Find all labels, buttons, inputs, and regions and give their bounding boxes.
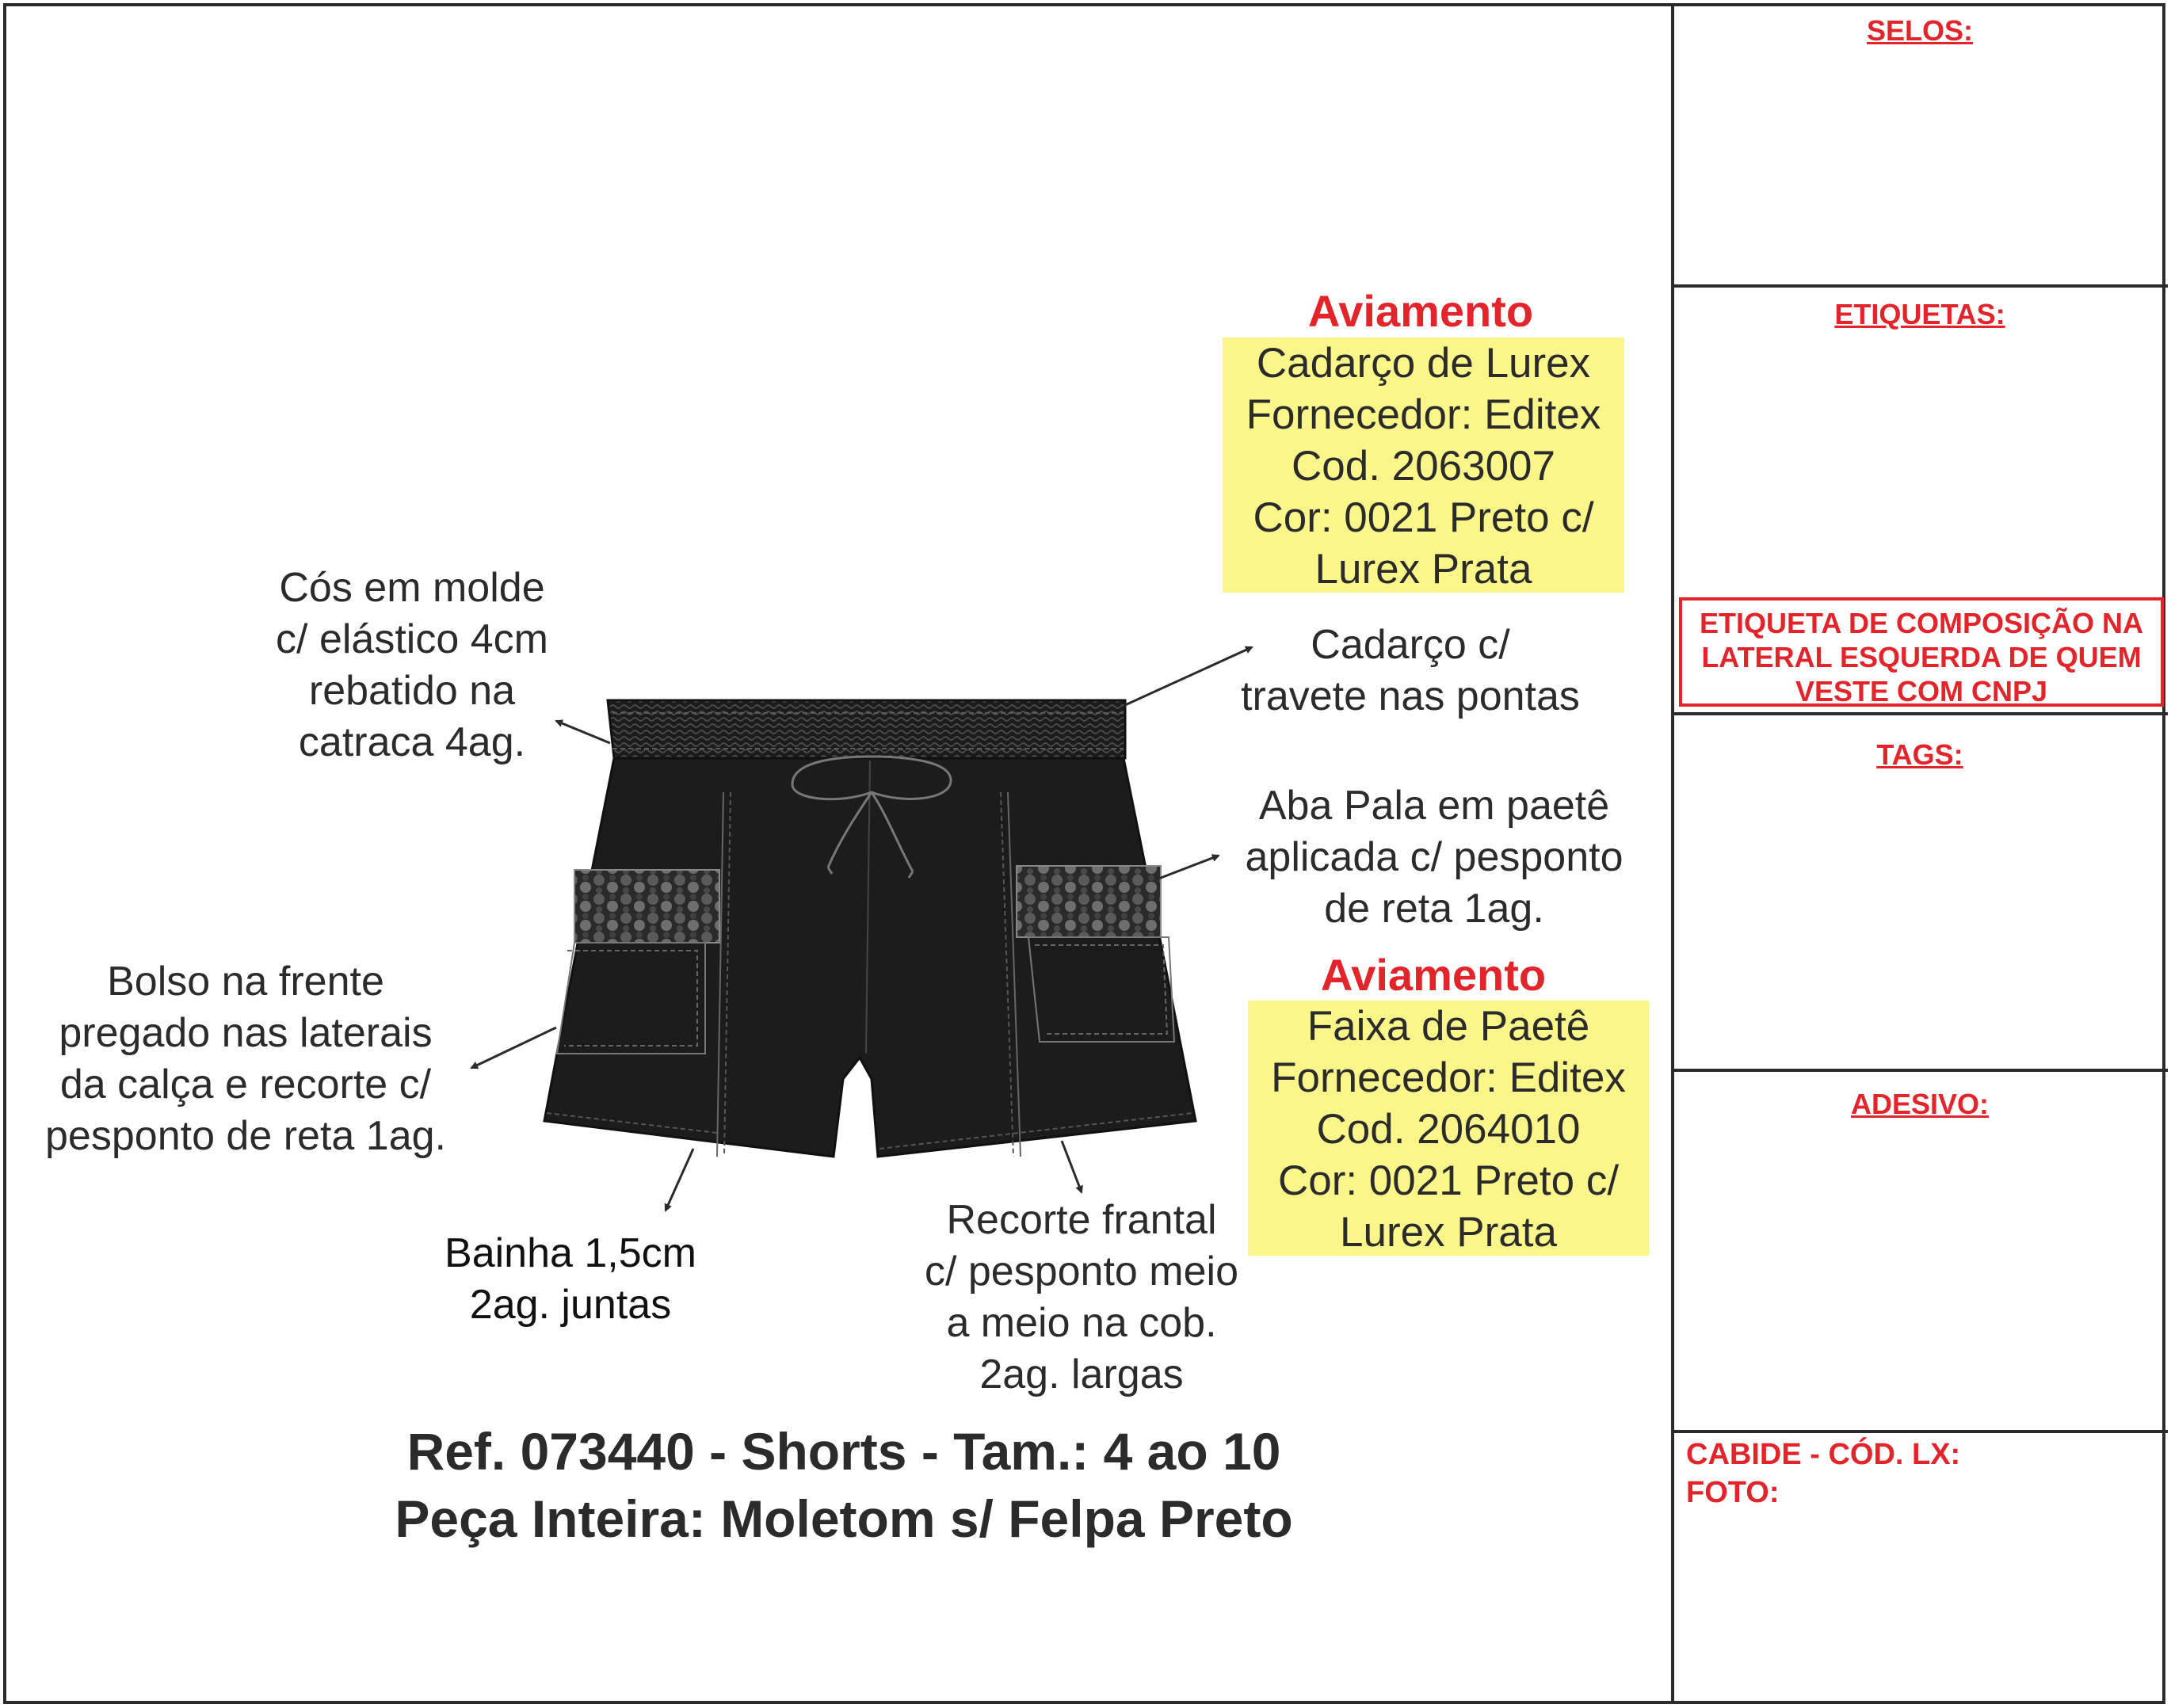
elastic-waistband (608, 700, 1125, 758)
front-seam-note (887, 1195, 1276, 1401)
front-seam-note-line: c/ pesponto meio (924, 1249, 1239, 1294)
aviamento-line: Lurex Prata (1340, 1209, 1557, 1256)
waistband-note (238, 562, 586, 768)
front-seam-note-line: 2ag. largas (979, 1352, 1184, 1397)
aviamento-line: Cadarço de Lurex (1256, 340, 1591, 387)
composition-line: ETIQUETA DE COMPOSIÇÃO NA (1699, 607, 2144, 639)
aviamento-line: Lurex Prata (1314, 546, 1532, 593)
drawstring-note-line: Cadarço c/ (1311, 622, 1510, 668)
hem-note-line: Bainha 1,5cm (445, 1230, 696, 1276)
arrow-bainha (666, 1149, 693, 1210)
reference-line: Ref. 073440 - Shorts - Tam.: 4 ao 10 (406, 1422, 1281, 1481)
arrow-recorte (1062, 1141, 1082, 1192)
aviamento-line: Cor: 0021 Preto c/ (1253, 494, 1594, 541)
selos-title: SELOS: (1866, 14, 1973, 47)
aviamento-line: Fornecedor: Editex (1271, 1054, 1626, 1101)
aviamento-line: Faixa de Paetê (1307, 1003, 1590, 1050)
pocket-note (8, 956, 483, 1162)
aviamento-line: Cor: 0021 Preto c/ (1277, 1157, 1620, 1204)
foto-label: FOTO: (1686, 1476, 1780, 1509)
aviamento-line: Cod. 2063007 (1291, 443, 1555, 490)
aviamento-title: Aviamento (1320, 950, 1547, 1000)
hem-note-line: 2ag. juntas (469, 1282, 672, 1328)
waistband-note-line: catraca 4ag. (298, 719, 526, 765)
composition-line: VESTE COM CNPJ (1795, 675, 2048, 707)
right-sequin-flap (1017, 866, 1161, 937)
arrow-aba-pala (1157, 856, 1219, 879)
material-line: Peça Inteira: Moletom s/ Felpa Preto (395, 1489, 1293, 1548)
aviamento-paete-box (1248, 1001, 1649, 1256)
aviamento-line: Fornecedor: Editex (1246, 391, 1601, 438)
waistband-note-line: c/ elástico 4cm (276, 616, 548, 662)
product-reference (238, 1418, 1450, 1553)
drawstring-note (1204, 620, 1616, 722)
composition-line: LATERAL ESQUERDA DE QUEM (1701, 641, 2142, 673)
aviamento-cadarco-box (1223, 337, 1624, 593)
etiquetas-title: ETIQUETAS: (1834, 298, 2005, 330)
adesivo-title: ADESIVO: (1850, 1088, 1990, 1120)
tags-title: TAGS: (1876, 738, 1963, 771)
front-seam-note-line: Recorte frantal (946, 1197, 1217, 1243)
pocket-note-line: pesponto de reta 1ag. (45, 1113, 446, 1159)
left-sequin-flap (574, 870, 719, 943)
flap-note-line: aplicada c/ pesponto (1245, 834, 1623, 880)
pocket-note-line: da calça e recorte c/ (59, 1062, 432, 1108)
pocket-note-line: pregado nas laterais (59, 1010, 433, 1056)
hem-note (412, 1228, 729, 1331)
pocket-note-line: Bolso na frente (107, 959, 384, 1005)
flap-note (1216, 780, 1652, 935)
arrow-bolso (471, 1027, 556, 1068)
drawstring-note-line: travete nas pontas (1241, 673, 1580, 719)
flap-note-line: Aba Pala em paetê (1258, 783, 1610, 829)
flap-note-line: de reta 1ag. (1324, 886, 1544, 932)
aviamento-line: Cod. 2064010 (1316, 1106, 1581, 1153)
waistband-note-line: rebatido na (308, 668, 516, 714)
waistband-note-line: Cós em molde (279, 565, 545, 611)
cabide-label: CABIDE - CÓD. LX: (1686, 1438, 1961, 1471)
aviamento-title: Aviamento (1307, 286, 1534, 336)
front-seam-note-line: a meio na cob. (946, 1300, 1217, 1346)
